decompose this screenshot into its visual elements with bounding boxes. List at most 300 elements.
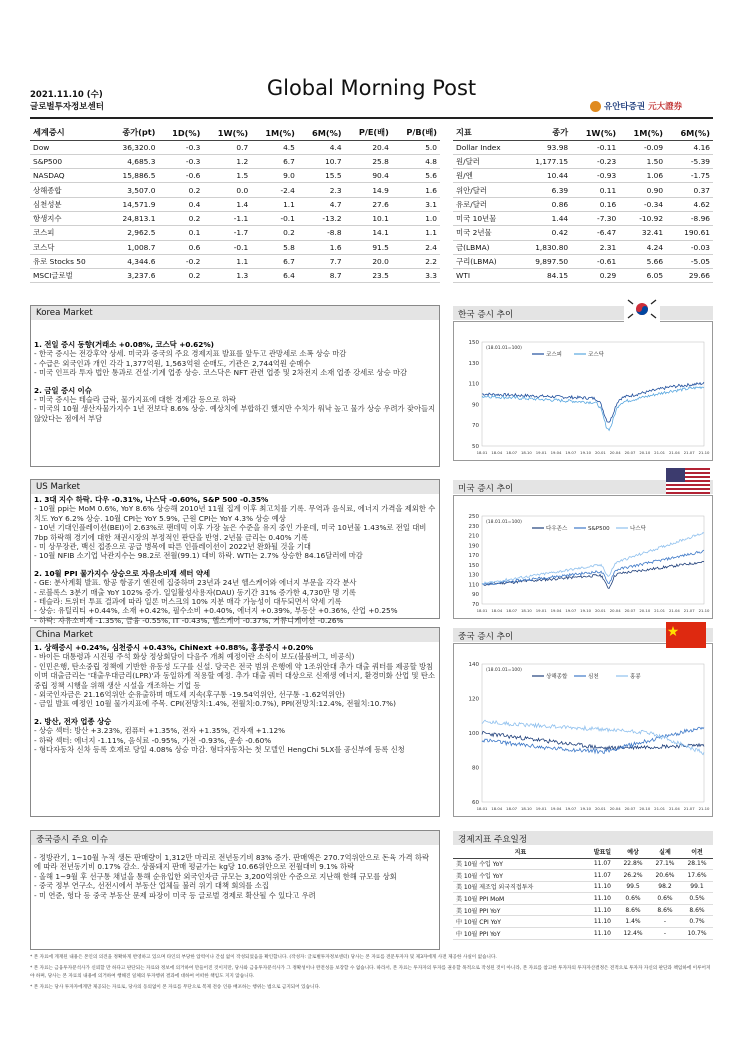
- us-line: - GE: 분사계획 발표. 항공 항공기 엔진에 집중하며 23년과 24년 헬스케어와 에너지 부문을 각각 분사: [34, 578, 357, 588]
- x-tick-label: 20.04: [609, 806, 621, 811]
- world-index-cell: 0.2: [158, 269, 203, 283]
- eco-cell: 22.8%: [617, 858, 649, 870]
- indicator-cell: -0.61: [571, 254, 619, 268]
- world-index-cell: 8.7: [298, 269, 345, 283]
- world-index-cell: 4.4: [298, 140, 345, 154]
- china-line: - 형다자동차 신차 등록 호재로 당일 4.08% 상승 마감. 형다자동차는 첫 모델인 HengChi 5LX를 공신부에 등록 신청: [34, 745, 405, 755]
- eco-cell: 11.10: [588, 904, 617, 916]
- legend-label: S&P500: [588, 526, 610, 532]
- world-index-cell: 4.5: [251, 140, 298, 154]
- legend-label: 심천: [588, 674, 599, 680]
- indicator-row: [453, 154, 713, 168]
- world-index-cell: 6.4: [251, 269, 298, 283]
- indicator-row: [453, 197, 713, 211]
- korea-line: 2. 금일 증시 이슈: [34, 385, 92, 395]
- x-tick-label: 18.04: [491, 450, 503, 455]
- indicator-row: [453, 169, 713, 183]
- world-index-cell: 20.0: [345, 254, 392, 268]
- eco-cell: 美 10월 수입 YoY: [453, 858, 588, 870]
- korea-line: - 수급은 외국인과 개인 각각 1,377억원, 1,563억원 순매도, 기관은 2,744억원 순매수: [34, 358, 311, 368]
- legend-label: 나스닥: [630, 526, 646, 532]
- korea-chart-title: 한국 증시 추이: [453, 306, 713, 320]
- world-index-cell: 2.4: [392, 240, 440, 254]
- china-issue-title: 중국증시 주요 이슈: [31, 831, 439, 845]
- eco-cell: 11.10: [588, 916, 617, 928]
- world-index-cell: -1.1: [203, 211, 251, 225]
- world-index-cell: 6.7: [251, 154, 298, 168]
- china-line: - 외국인자금은 21.16억위안 순유출하며 매도세 지속(후구통 -19.54억위안, 선구통 -1.62억위안): [34, 690, 346, 700]
- world-index-cell: 15,886.5: [107, 169, 158, 183]
- team-name: 글로벌투자정보센터: [30, 102, 104, 112]
- indicator-cell: 0.90: [619, 183, 666, 197]
- korea-market-title: Korea Market: [31, 306, 439, 320]
- eco-cell: 美 10월 수입 YoY: [453, 870, 588, 882]
- indicator-cell: -8.96: [666, 211, 713, 225]
- y-tick-label: 60: [472, 800, 479, 806]
- x-tick-label: 21.01: [654, 806, 666, 811]
- eco-col-header: 실제: [649, 846, 681, 858]
- world-index-cell: 1.6: [392, 183, 440, 197]
- china-line: - 하락 섹터: 에너지 -1.11%, 음식료 -0.95%, 가전 -0.93%, 운송 -0.60%: [34, 735, 272, 745]
- x-tick-label: 18.01: [476, 806, 488, 811]
- indicator-cell: 4.24: [619, 240, 666, 254]
- china-market-text: [34, 643, 436, 754]
- world-index-row: [30, 269, 440, 283]
- korea-flag-icon: [624, 296, 660, 322]
- world-index-cell: -0.1: [251, 211, 298, 225]
- indicator-cell: 1,830.80: [520, 240, 571, 254]
- indicator-cell: -7.30: [571, 211, 619, 225]
- eco-row: [453, 881, 713, 893]
- us-market-text: [34, 495, 436, 625]
- world-index-cell: 6.7: [251, 254, 298, 268]
- indicator-cell: 0.29: [571, 269, 619, 283]
- y-tick-label: 50: [472, 444, 479, 450]
- eco-cell: 11.10: [588, 893, 617, 905]
- world-index-cell: 9.0: [251, 169, 298, 183]
- indicator-row: [453, 226, 713, 240]
- eco-cell: 美 10월 PPI MoM: [453, 893, 588, 905]
- y-tick-label: 250: [468, 514, 479, 520]
- y-tick-label: 100: [468, 731, 479, 737]
- eco-cell: 17.6%: [681, 870, 713, 882]
- world-index-cell: -1.7: [203, 226, 251, 240]
- indicator-cell: 9,897.50: [520, 254, 571, 268]
- chart-note: (18.01.01=100): [486, 668, 522, 673]
- header-divider: [30, 117, 713, 119]
- x-tick-label: 19.07: [565, 608, 577, 613]
- indicator-cell: -6.47: [571, 226, 619, 240]
- y-tick-label: 130: [468, 572, 479, 579]
- cn-issue-line: - 미 연준, 헝다 등 중국 부동산 문제 파장이 미국 등 글로벌 경제로 확산될 수 있다고 우려: [34, 890, 316, 900]
- china-line: - 상승 섹터: 방산 +3.23%, 컴퓨터 +1.35%, 전자 +1.35%, 건자재 +1.12%: [34, 726, 286, 736]
- korea-line: - 미국의 10월 생산자물가지수 1년 전보다 8.6% 상승. 예상치에 부합하긴 했지만 수치가 워낙 높고 물가 상승 우려가 잦아들지 않았다는 점에서 부담: [34, 404, 436, 423]
- y-tick-label: 110: [468, 381, 479, 388]
- world-index-cell: 1.1: [251, 197, 298, 211]
- eco-cell: 中 10월 CPI YoY: [453, 916, 588, 928]
- world-index-row: [30, 183, 440, 197]
- x-tick-label: 19.07: [565, 450, 577, 455]
- world-index-cell: 4.7: [298, 197, 345, 211]
- world-index-cell: 24,813.1: [107, 211, 158, 225]
- indicator-cell: 84.15: [520, 269, 571, 283]
- eco-calendar-title: 경제지표 주요일정: [453, 831, 713, 845]
- disclaimer-line: * 본 자료는 당사 투자자에게만 제공되는 자료로, 당사의 동의없이 본 자료를 무단으로 복제 전송 인용 배포하는 행위는 법으로 금지되어 있습니다.: [30, 985, 321, 990]
- world-index-cell: 14.1: [345, 226, 392, 240]
- y-tick-label: 150: [468, 340, 479, 346]
- world-index-cell: 0.2: [251, 226, 298, 240]
- indicator-row: [453, 269, 713, 283]
- eco-cell: 中 10월 PPI YoY: [453, 928, 588, 940]
- eco-row: [453, 858, 713, 870]
- indicator-cell: 1.44: [520, 211, 571, 225]
- x-tick-label: 18.10: [520, 608, 532, 613]
- disclaimer: [30, 954, 713, 995]
- y-tick-label: 70: [472, 423, 479, 430]
- indicator-cell: 4.62: [666, 197, 713, 211]
- world-index-cell: 2.3: [298, 183, 345, 197]
- indicator-cell: 10.44: [520, 169, 571, 183]
- cn-issue-line: - 정방관기, 1~10월 누적 생돈 판매량이 1,312만 마리로 전년동기비 83% 증가. 판매액은 270.7억위안으로 돈육 가격 하락에 따라 전년동기비 0.17% 감소. 상품돼지 판매 평균가는 kg당 10.66위안으로 전월대비 9.1% 하락: [34, 853, 430, 872]
- series-line: [482, 561, 704, 588]
- world-index-cell: 3.3: [392, 269, 440, 283]
- indicator-row: [453, 140, 713, 154]
- world-index-cell: 1.0: [392, 211, 440, 225]
- logo-mark-icon: [590, 101, 601, 112]
- x-tick-label: 20.10: [639, 608, 651, 613]
- world-index-cell: 3,237.6: [107, 269, 158, 283]
- legend-label: 상해종합: [546, 674, 568, 680]
- indicator-cell: 29.66: [666, 269, 713, 283]
- world-index-row: [30, 140, 440, 154]
- world-index-cell: 4.8: [392, 154, 440, 168]
- eco-cell: -: [649, 928, 681, 940]
- legend-label: 다우존스: [546, 526, 568, 532]
- indicator-row: [453, 240, 713, 254]
- x-tick-label: 19.10: [580, 450, 592, 455]
- eco-row: [453, 870, 713, 882]
- world-index-table: [30, 126, 440, 283]
- x-tick-label: 20.10: [639, 806, 651, 811]
- world-index-cell: NASDAQ: [30, 169, 107, 183]
- x-tick-label: 19.07: [565, 806, 577, 811]
- eco-cell: 美 10월 PPI YoY: [453, 904, 588, 916]
- y-tick-label: 90: [472, 402, 479, 409]
- y-tick-label: 140: [468, 662, 479, 668]
- world-index-cell: 10.1: [345, 211, 392, 225]
- world-index-row: [30, 240, 440, 254]
- x-tick-label: 20.07: [624, 806, 636, 811]
- us-line: - 로블록스 3분기 매출 YoY 102% 증가. 일일활성사용자(DAU) 동기간 31% 증가한 4,730만 명 기록: [34, 587, 356, 597]
- indicator-cell: 원/엔: [453, 169, 520, 183]
- indicator-cell: -0.09: [619, 140, 666, 154]
- indicator-cell: 6.39: [520, 183, 571, 197]
- x-tick-label: 21.01: [654, 608, 666, 613]
- world-index-cell: 항생지수: [30, 211, 107, 225]
- indicator-cell: 금(LBMA): [453, 240, 520, 254]
- us-market-title: US Market: [31, 480, 439, 494]
- korea-index-chart: [453, 321, 713, 461]
- x-tick-label: 21.10: [698, 608, 710, 613]
- eco-cell: 28.1%: [681, 858, 713, 870]
- chart-note: (18.01.01=100): [486, 346, 522, 351]
- x-tick-label: 21.04: [668, 608, 680, 613]
- x-tick-label: 19.01: [535, 806, 547, 811]
- x-tick-label: 19.01: [535, 450, 547, 455]
- indicator-cell: WTI: [453, 269, 520, 283]
- korea-market-text: [34, 340, 436, 423]
- page-title: Global Morning Post: [266, 76, 477, 100]
- indicator-row: [453, 183, 713, 197]
- china-line: - 바이든 대통령과 시진핑 주석 화상 정상회담이 다음주 개최 예정이란 소식이 보도(블룸버그, 비공식): [34, 652, 355, 662]
- x-tick-label: 21.04: [668, 806, 680, 811]
- world-index-cell: 1.5: [203, 169, 251, 183]
- x-tick-label: 21.10: [698, 450, 710, 455]
- world-index-cell: 20.4: [345, 140, 392, 154]
- x-tick-label: 19.04: [550, 608, 562, 613]
- world-index-cell: 0.7: [203, 140, 251, 154]
- world-index-cell: 14.9: [345, 183, 392, 197]
- world-index-cell: 상해종합: [30, 183, 107, 197]
- world-index-cell: 0.6: [158, 240, 203, 254]
- world-index-col-header: 세계증시: [30, 126, 107, 140]
- indicator-cell: -1.75: [666, 169, 713, 183]
- world-index-cell: 0.2: [158, 183, 203, 197]
- world-index-cell: 2,962.5: [107, 226, 158, 240]
- world-index-cell: 7.7: [298, 254, 345, 268]
- indicator-cell: 0.11: [571, 183, 619, 197]
- indicator-cell: 190.61: [666, 226, 713, 240]
- world-index-cell: 36,320.0: [107, 140, 158, 154]
- world-index-cell: 5.0: [392, 140, 440, 154]
- indicator-cell: 0.86: [520, 197, 571, 211]
- us-line: - 10월 NFIB 소기업 낙관지수는 98.2로 전월(99.1) 대비 하락. WTI는 2.7% 상승한 84.16달러에 마감: [34, 551, 363, 561]
- eco-cell: 0.6%: [617, 893, 649, 905]
- world-index-cell: 1,008.7: [107, 240, 158, 254]
- y-tick-label: 190: [468, 543, 479, 550]
- indicator-cell: -0.11: [571, 140, 619, 154]
- world-index-cell: 4,344.6: [107, 254, 158, 268]
- world-index-cell: S&P500: [30, 154, 107, 168]
- eco-cell: 11.07: [588, 870, 617, 882]
- indicator-col-header: 6M(%): [666, 126, 713, 140]
- indicator-col-header: 지표: [453, 126, 520, 140]
- x-tick-label: 21.07: [683, 806, 695, 811]
- eco-cell: 8.6%: [681, 904, 713, 916]
- legend-label: 코스닥: [588, 352, 604, 358]
- world-index-cell: 91.5: [345, 240, 392, 254]
- y-tick-label: 90: [472, 592, 479, 599]
- x-tick-label: 18.10: [520, 806, 532, 811]
- indicator-col-header: 1M(%): [619, 126, 666, 140]
- indicator-cell: 미국 10년물: [453, 211, 520, 225]
- indicator-cell: 유로/달러: [453, 197, 520, 211]
- x-tick-label: 19.04: [550, 450, 562, 455]
- eco-cell: 0.7%: [681, 916, 713, 928]
- x-tick-label: 19.10: [580, 806, 592, 811]
- world-index-cell: 0.2: [158, 211, 203, 225]
- x-tick-label: 18.07: [506, 608, 518, 613]
- indicator-cell: 위안/달러: [453, 183, 520, 197]
- world-index-row: [30, 154, 440, 168]
- y-tick-label: 110: [468, 582, 479, 589]
- china-flag-icon: [666, 622, 706, 648]
- x-tick-label: 20.04: [609, 608, 621, 613]
- world-index-cell: 0.1: [158, 226, 203, 240]
- us-flag-icon: [666, 468, 710, 494]
- us-line: [34, 561, 436, 569]
- indicator-cell: -10.92: [619, 211, 666, 225]
- x-tick-label: 20.07: [624, 450, 636, 455]
- eco-cell: 0.5%: [681, 893, 713, 905]
- report-date: 2021.11.10 (수): [30, 90, 103, 100]
- world-index-cell: 1.6: [298, 240, 345, 254]
- indicator-cell: 6.05: [619, 269, 666, 283]
- china-chart-title: 중국 증시 추이: [453, 628, 713, 642]
- y-tick-label: 210: [468, 533, 479, 540]
- chart-note: (18.01.01=100): [486, 520, 522, 525]
- eco-col-header: 발표일: [588, 846, 617, 858]
- x-tick-label: 21.07: [683, 608, 695, 613]
- indicator-cell: 93.98: [520, 140, 571, 154]
- x-tick-label: 21.01: [654, 450, 666, 455]
- cn-issue-line: - 올해 1~9월 후 선구통 채널을 통해 순유입한 외국인자금 규모는 3,200억위안 수준으로 지난해 한해 규모를 상회: [34, 871, 397, 881]
- korea-line: 1. 전일 증시 동향(거래소 +0.08%, 코스닥 +0.62%): [34, 340, 214, 349]
- x-tick-label: 18.10: [520, 450, 532, 455]
- eco-cell: 8.6%: [617, 904, 649, 916]
- world-index-col-header: P/B(배): [392, 126, 440, 140]
- world-index-cell: 3,507.0: [107, 183, 158, 197]
- world-index-row: [30, 169, 440, 183]
- world-index-cell: -2.4: [251, 183, 298, 197]
- china-line: - 인민은행, 탄소중립 정책에 기반한 유동성 도구를 신설. 당국은 전국 범위 은행에 약 1조위안대 추가 대출 쿼터를 제공할 방침이며 대출금리는 '대출우대금리(LPR)'과 동일하게 적용할 예정. 추가 대출 쿼터 대상으로 신재생 에너지, 환경미화 산업 및 탄소중립 정책 시행을 위해 생산 시설을 개조하는 기업 등: [34, 661, 436, 690]
- korea-line: - 미국 인프라 투자 법안 통과로 건설·기계 업종 상승. 코스닥은 NFT 관련 업종 및 2차전지 소재 업종 강세로 상승 마감: [34, 368, 408, 378]
- indicator-cell: 1.06: [619, 169, 666, 183]
- eco-cell: 99.5: [617, 881, 649, 893]
- eco-row: [453, 904, 713, 916]
- x-tick-label: 18.01: [476, 450, 488, 455]
- us-index-chart: [453, 495, 713, 619]
- us-line: - 테슬라: 트위터 투표 결과에 따라 일론 머스크의 10% 지분 매각 가능성이 대두되면서 약세 기록: [34, 597, 342, 607]
- world-index-cell: 15.5: [298, 169, 345, 183]
- x-tick-label: 19.10: [580, 608, 592, 613]
- y-tick-label: 170: [468, 553, 479, 560]
- x-tick-label: 20.04: [609, 450, 621, 455]
- indicator-cell: 4.16: [666, 140, 713, 154]
- x-tick-label: 20.07: [624, 608, 636, 613]
- series-line: [482, 382, 704, 422]
- disclaimer-line: * 본 자료는 금융투자분석사가 신뢰할 만 하다고 판단되는 자료와 정보에 의거하여 만들어진 것이지만, 당사와 금융투자분석사가 그 정확성이나 완전성을 보장할 수 없습니다. 따라서, 본 자료는 투자자의 투자를 권유할 목적으로 작성된 것이 아니라, 본 자료를 참고한 투자자의 투자자산결정은 전적으로 투자자 자신의 판단과 책임하에 이루어져야 하며, 당사는 본 자료의 내용에 의거하여 행해진 일체의 투자행위 결과에 대하여 어떠한 책임도 지지 않습니다.: [30, 966, 711, 979]
- indicator-cell: 32.41: [619, 226, 666, 240]
- x-tick-label: 21.10: [698, 806, 710, 811]
- indicator-cell: 미국 2년물: [453, 226, 520, 240]
- x-tick-label: 20.01: [594, 450, 606, 455]
- world-index-row: [30, 197, 440, 211]
- eco-cell: 20.6%: [649, 870, 681, 882]
- china-line: 1. 상해증시 +0.24%, 심천증시 +0.43%, ChiNext +0.88%, 홍콩증시 +0.20%: [34, 643, 314, 652]
- world-index-row: [30, 254, 440, 268]
- world-index-col-header: 6M(%): [298, 126, 345, 140]
- world-index-cell: 코스피: [30, 226, 107, 240]
- world-index-col-header: 1W(%): [203, 126, 251, 140]
- y-tick-label: 130: [468, 360, 479, 367]
- eco-row: [453, 928, 713, 940]
- eco-cell: 11.10: [588, 881, 617, 893]
- world-index-col-header: 종가(pt): [107, 126, 158, 140]
- world-index-col-header: 1M(%): [251, 126, 298, 140]
- world-index-cell: 0.0: [203, 183, 251, 197]
- eco-col-header: 지표: [453, 846, 588, 858]
- indicator-cell: 0.42: [520, 226, 571, 240]
- y-tick-label: 150: [468, 562, 479, 569]
- us-line: - 하락: 자유소비재 -1.35%, 금융 -0.55%, IT -0.43%, 헬스케어 -0.37%, 커뮤니케이션 -0.26%: [34, 615, 344, 625]
- indicator-cell: 0.37: [666, 183, 713, 197]
- eco-cell: 0.6%: [649, 893, 681, 905]
- eco-cell: 27.1%: [649, 858, 681, 870]
- company-logo: [590, 100, 682, 112]
- korea-line: [34, 378, 436, 386]
- indicator-col-header: 1W(%): [571, 126, 619, 140]
- indicator-cell: -0.03: [666, 240, 713, 254]
- x-tick-label: 18.04: [491, 608, 503, 613]
- world-index-cell: 1.4: [203, 197, 251, 211]
- world-index-cell: 코스닥: [30, 240, 107, 254]
- eco-cell: 10.7%: [681, 928, 713, 940]
- eco-col-header: 이전: [681, 846, 713, 858]
- china-line: - 금일 발표 예정인 10월 물가지표에 주목. CPI(전망치:1.4%, 전월치:0.7%), PPI(전망치:12.4%, 전월치:10.7%): [34, 699, 396, 709]
- indicator-cell: 1,177.15: [520, 154, 571, 168]
- y-tick-label: 120: [468, 696, 479, 703]
- x-tick-label: 19.01: [535, 608, 547, 613]
- world-index-cell: 3.1: [392, 197, 440, 211]
- us-line: - 10월 ppi는 MoM 0.6%, YoY 8.6% 상승해 2010년 11월 집계 이후 최고치를 기록. 무역과 음식료, 에너지 가격을 제외한 수치도 YoY 6.2% 상승. 10월 CPI는 YoY 5.9%, 근원 CPI는 YoY 4.3% 상승 예상: [34, 504, 436, 523]
- eco-cell: 11.10: [588, 928, 617, 940]
- eco-cell: 11.07: [588, 858, 617, 870]
- world-index-cell: 25.8: [345, 154, 392, 168]
- world-index-cell: -8.8: [298, 226, 345, 240]
- world-index-cell: 5.6: [392, 169, 440, 183]
- world-index-row: [30, 226, 440, 240]
- eco-cell: 1.4%: [617, 916, 649, 928]
- indicator-cell: -0.34: [619, 197, 666, 211]
- us-line: - 상승: 유틸리티 +0.44%, 소재 +0.42%, 필수소비 +0.40%, 에너지 +0.39%, 부동산 +0.36%, 산업 +0.25%: [34, 606, 398, 616]
- indicator-cell: -0.23: [571, 154, 619, 168]
- indicator-col-header: 종가: [520, 126, 571, 140]
- eco-cell: 美 10월 제조업 외국직접투자: [453, 881, 588, 893]
- world-index-cell: -0.3: [158, 154, 203, 168]
- indicator-cell: 5.66: [619, 254, 666, 268]
- eco-row: [453, 916, 713, 928]
- us-line: - 미 상무장관, 백신 접종으로 공급 병목에 따른 인플레이션이 2022년 완화될 것을 기대: [34, 542, 311, 552]
- world-index-cell: 10.7: [298, 154, 345, 168]
- x-tick-label: 20.01: [594, 608, 606, 613]
- world-index-cell: -13.2: [298, 211, 345, 225]
- y-tick-label: 70: [472, 602, 479, 608]
- china-line: [34, 709, 436, 717]
- logo-sub: 元大證券: [648, 102, 683, 112]
- world-index-cell: 2.2: [392, 254, 440, 268]
- world-index-cell: MSCI글로벌: [30, 269, 107, 283]
- world-index-cell: -0.6: [158, 169, 203, 183]
- y-tick-label: 230: [468, 523, 479, 530]
- world-index-cell: 5.8: [251, 240, 298, 254]
- world-index-cell: 1.2: [203, 154, 251, 168]
- eco-cell: 8.6%: [649, 904, 681, 916]
- china-line: 2. 방산, 전자 업종 상승: [34, 716, 112, 726]
- x-tick-label: 19.04: [550, 806, 562, 811]
- world-index-cell: 14,571.9: [107, 197, 158, 211]
- x-tick-label: 18.07: [506, 806, 518, 811]
